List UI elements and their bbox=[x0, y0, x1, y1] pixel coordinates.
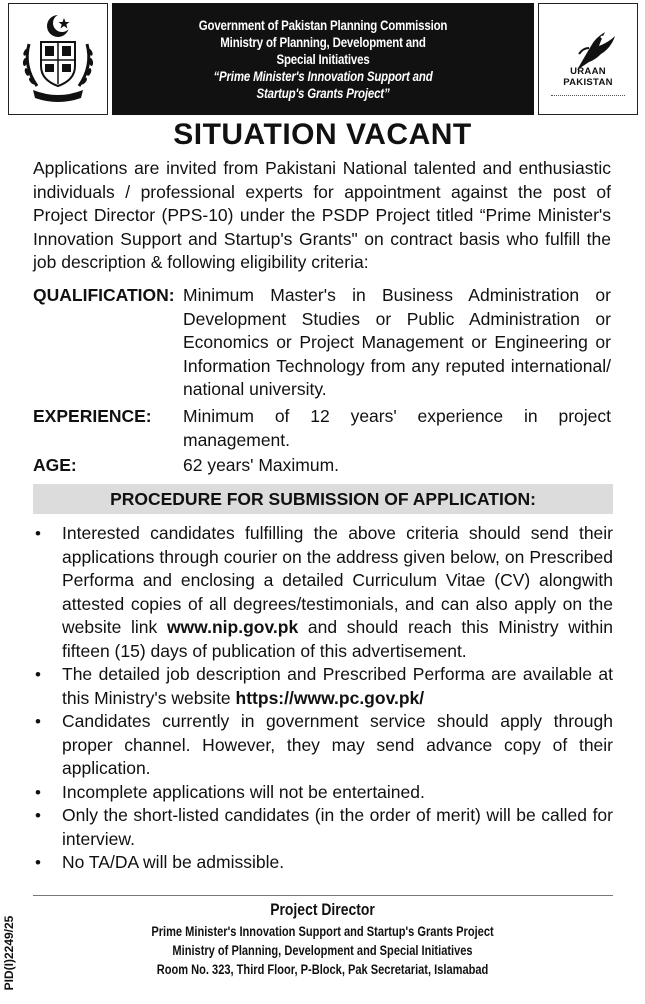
footer-line-2: Ministry of Planning, Development and Special Initiatives bbox=[172, 943, 473, 958]
age-row bbox=[33, 454, 611, 478]
footer-line-1: Prime Minister's Innovation Support and Startup's Grants Project bbox=[151, 924, 494, 939]
bullet-4-text: Incomplete applications will not be entertained. bbox=[62, 781, 425, 802]
intro-paragraph: Applications are invited from Pakistani National talented and enthusiastic individuals / professional experts for appointment against the post of Project Director (PPS-10) under the PSDP Project titled “Prime Minister's Innovation Support and Startup's Grants" on contract basis who fulfill the job description & following eligibility criteria: bbox=[33, 158, 611, 272]
header-line-4: “Prime Minister's Innovation Support and bbox=[213, 68, 433, 84]
uraan-pakistan-logo bbox=[538, 3, 638, 115]
nip-website-link: www.nip.gov.pk bbox=[166, 617, 299, 637]
procedure-heading: PROCEDURE FOR SUBMISSION OF APPLICATION: bbox=[33, 484, 613, 514]
bullet-6-text: No TA/DA will be admissible. bbox=[62, 852, 285, 872]
experience-text: Minimum of 12 years' experience in project management. bbox=[183, 406, 611, 450]
qualification-label: QUALIFICATION: bbox=[33, 285, 175, 305]
list-item bbox=[33, 663, 613, 710]
list-item bbox=[33, 710, 613, 781]
age-label: AGE: bbox=[33, 455, 77, 475]
state-emblem-logo bbox=[8, 3, 108, 115]
pid-reference bbox=[2, 910, 16, 996]
list-item bbox=[33, 851, 613, 875]
footer-divider bbox=[33, 895, 613, 896]
bullet-5-text: Only the short-listed candidates (in the order of merit) will be called for interview. bbox=[62, 805, 613, 849]
bullet-1-tail: and should reach this Ministry within fifteen (15) days of publication of this advertisement. bbox=[62, 617, 613, 661]
qualification-text: Minimum Master's in Business Administration or Development Studies or Public Administration or Economics or Project Management or Engineering or Information Technology from any reputed international/ national university. bbox=[183, 285, 611, 399]
list-item bbox=[33, 804, 613, 851]
age-text: 62 years' Maximum. bbox=[183, 455, 340, 475]
uraan-word: URAAN bbox=[570, 66, 606, 77]
experience-row bbox=[33, 405, 611, 452]
bullet-icon: • bbox=[35, 782, 41, 802]
footer-title: Project Director bbox=[270, 900, 375, 919]
state-emblem-icon bbox=[9, 4, 107, 114]
header-band bbox=[112, 3, 534, 115]
bullet-2-text: The detailed job description and Prescribed Performa are available at this Ministry's website bbox=[62, 664, 613, 708]
bullet-icon: • bbox=[35, 524, 41, 543]
page-title: SITUATION VACANT bbox=[173, 118, 472, 151]
header-line-1: Government of Pakistan Planning Commission bbox=[198, 17, 448, 33]
bullet-icon: • bbox=[35, 665, 41, 684]
bullet-icon: • bbox=[35, 806, 41, 825]
header-line-5: Startup's Grants Project” bbox=[256, 85, 390, 101]
footer-address bbox=[0, 898, 645, 979]
procedure-list bbox=[33, 522, 613, 875]
list-item bbox=[33, 781, 613, 805]
bullet-3-text: Candidates currently in government service should apply through proper channel. However, they may send advance copy of their application. bbox=[62, 711, 613, 778]
bullet-1-text: Interested candidates fulfilling the above criteria should send their applications through courier on the address given below, on Prescribed Performa and enclosing a detailed Curriculum Vitae (CV) alongwith attested copies of all degrees/testimonials, and can also apply on the website link bbox=[62, 523, 613, 637]
pakistan-word: PAKISTAN bbox=[563, 77, 613, 88]
bullet-icon: • bbox=[35, 712, 41, 731]
header bbox=[8, 3, 638, 115]
qualification-row bbox=[33, 284, 611, 402]
list-item bbox=[33, 522, 613, 663]
bullet-icon: • bbox=[35, 853, 41, 872]
urdu-tagline-mark bbox=[551, 95, 625, 97]
header-line-2: Ministry of Planning, Development and bbox=[220, 34, 426, 50]
footer-line-3: Room No. 323, Third Floor, P-Block, Pak Secretariat, Islamabad bbox=[156, 962, 489, 977]
experience-label: EXPERIENCE: bbox=[33, 406, 152, 426]
pid-text: PID(I)2249/25 bbox=[2, 915, 16, 991]
pc-website-link: https://www.pc.gov.pk/ bbox=[235, 687, 425, 708]
header-line-3: Special Initiatives bbox=[276, 51, 370, 67]
